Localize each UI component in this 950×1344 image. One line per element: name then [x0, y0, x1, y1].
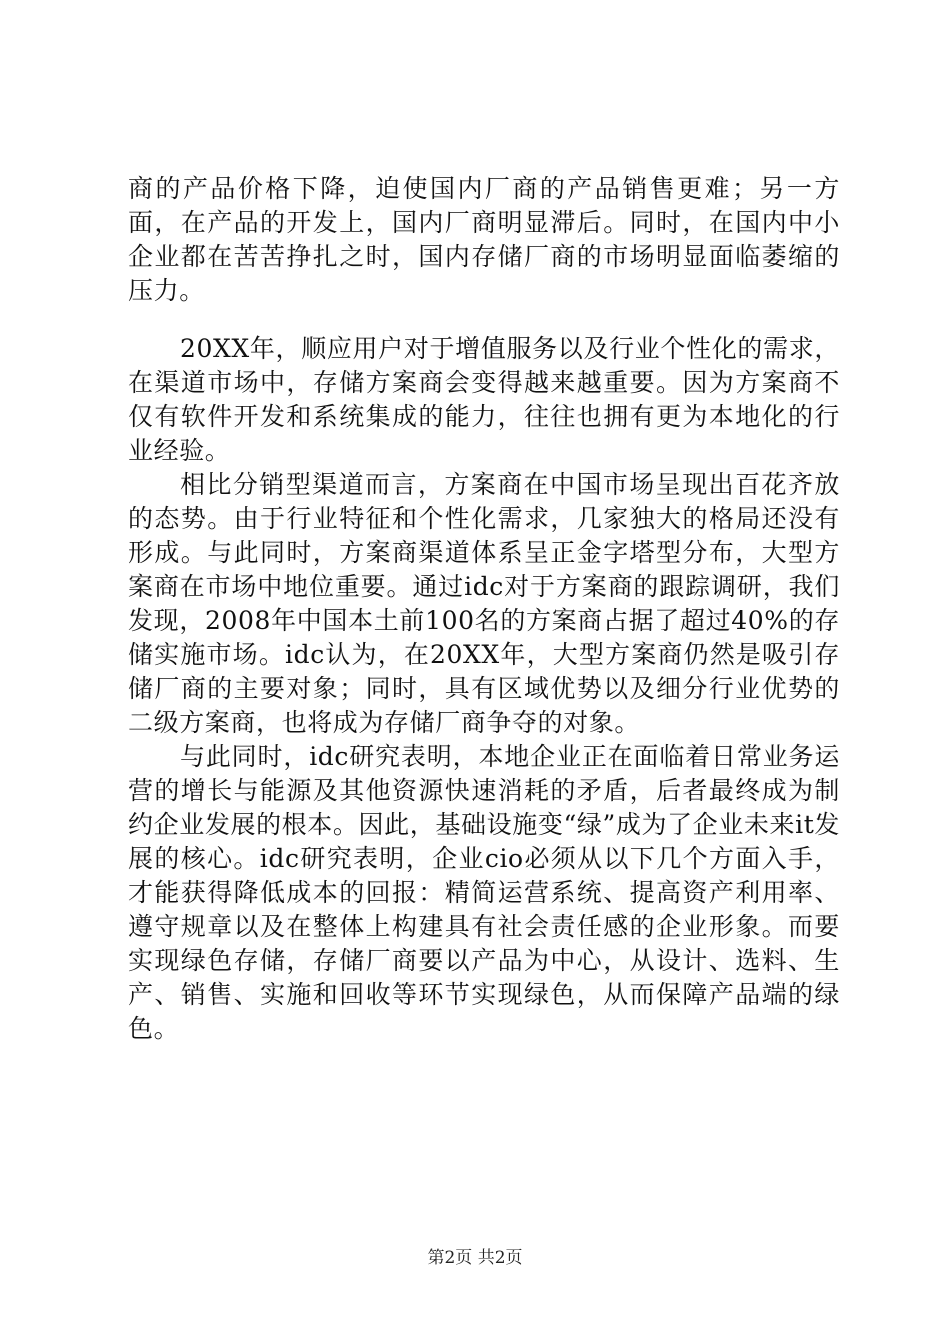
document-body — [128, 172, 840, 1046]
paragraph-continuation: 商的产品价格下降，迫使国内厂商的产品销售更难；另一方面，在产品的开发上，国内厂商明显滞后。同时，在国内中小企业都在苦苦挣扎之时，国内存储厂商的市场明显面临萎缩的压力。 — [128, 174, 840, 305]
paragraph-green-storage: 与此同时，idc研究表明，本地企业正在面临着日常业务运营的增长与能源及其他资源快速消耗的矛盾，后者最终成为制约企业发展的根本。因此，基础设施变“绿”成为了企业未来it发展的核心。idc研究表明，企业cio必须从以下几个方面入手，才能获得降低成本的回报：精简运营系统、提高资产利用率、遵守规章以及在整体上构建具有社会责任感的企业形象。而要实现绿色存储，存储厂商要以产品为中心，从设计、选料、生产、销售、实施和回收等环节实现绿色，从而保障产品端的绿色。 — [128, 742, 840, 1043]
page-footer: 第2页 共2页 — [427, 1248, 523, 1268]
paragraph-20xx-outlook: 20XX年，顺应用户对于增值服务以及行业个性化的需求，在渠道市场中，存储方案商会变得越来越重要。因为方案商不仅有软件开发和系统集成的能力，往往也拥有更为本地化的行业经验。 — [128, 334, 840, 465]
paragraph-solution-providers: 相比分销型渠道而言，方案商在中国市场呈现出百花齐放的态势。由于行业特征和个性化需求，几家独大的格局还没有形成。与此同时，方案商渠道体系呈正金字塔型分布，大型方案商在市场中地位重要。通过idc对于方案商的跟踪调研，我们发现，2008年中国本土前100名的方案商占据了超过40%的存储实施市场。idc认为，在20XX年，大型方案商仍然是吸引存储厂商的主要对象；同时，具有区域优势以及细分行业优势的二级方案商，也将成为存储厂商争夺的对象。 — [128, 470, 840, 737]
